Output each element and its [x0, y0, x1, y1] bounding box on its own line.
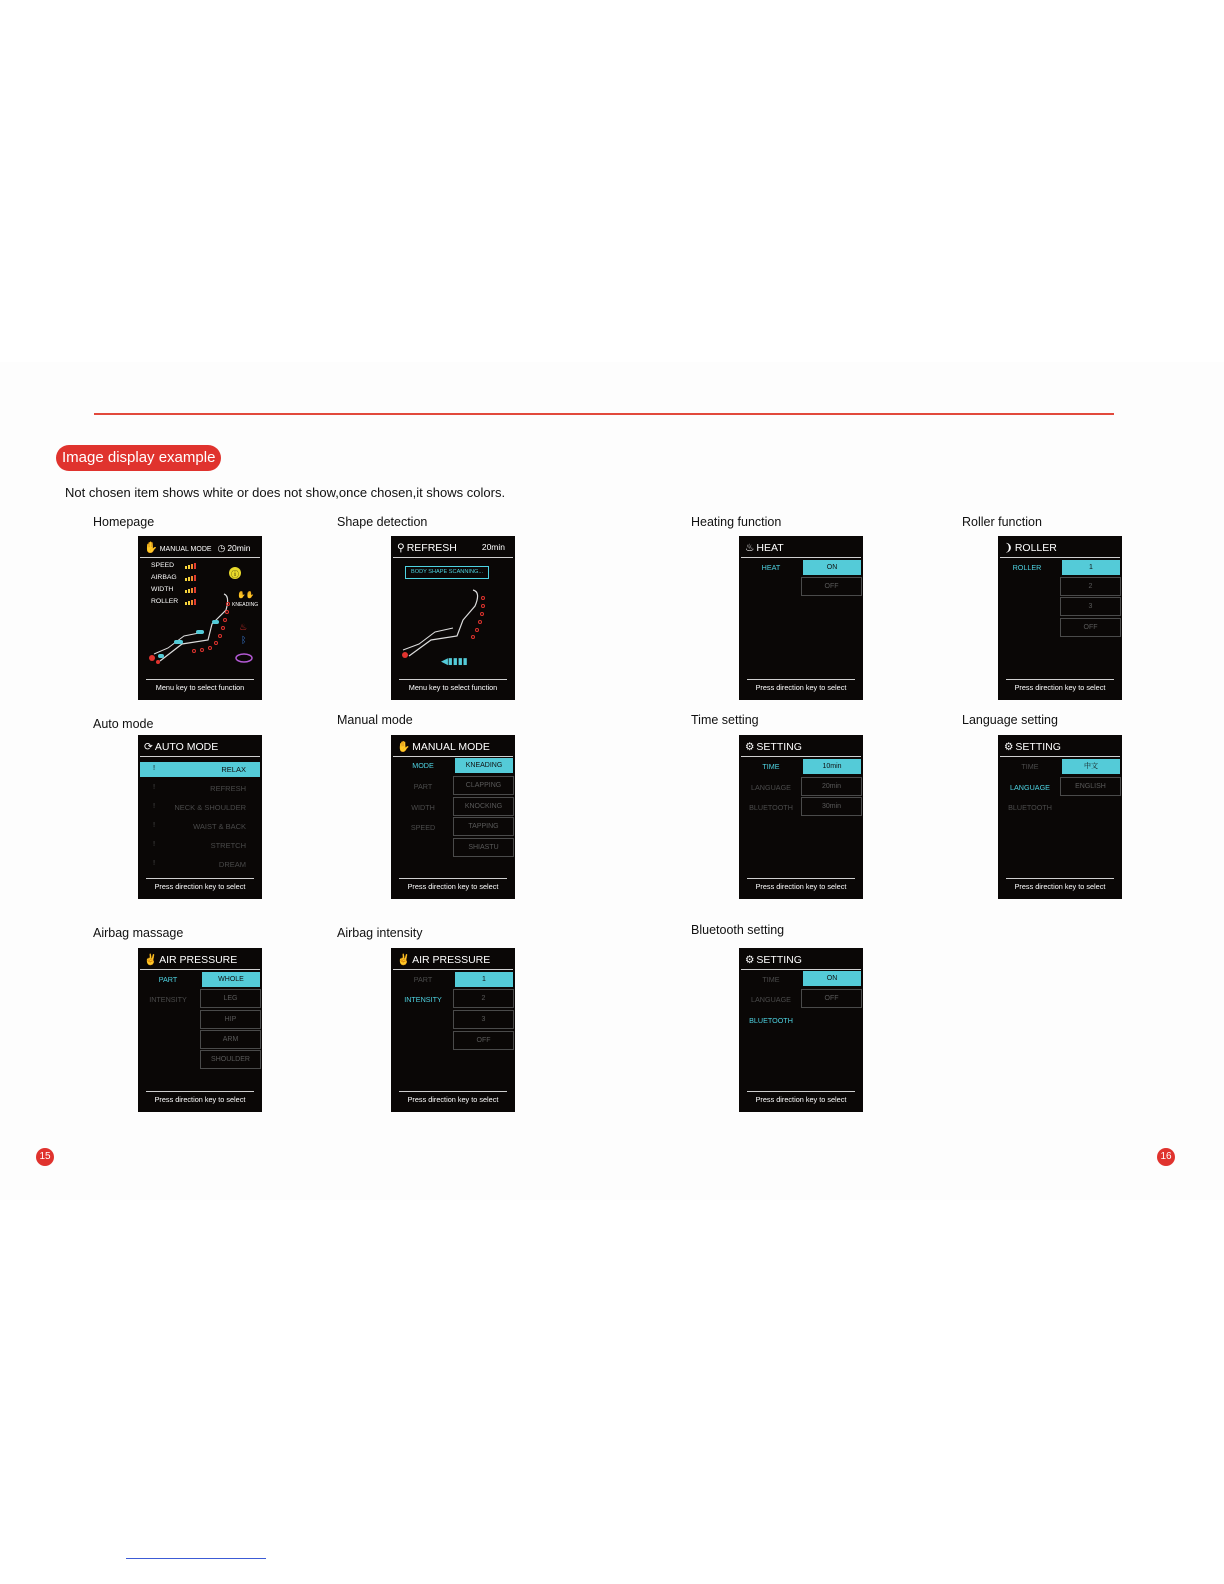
screen-footer: Press direction key to select: [407, 882, 499, 891]
caption-time-setting: Time setting: [691, 713, 759, 727]
caption-homepage: Homepage: [93, 515, 155, 529]
option-30min[interactable]: 30min: [801, 797, 862, 816]
kneading-label: KNEADING: [232, 602, 259, 608]
option-tapping[interactable]: TAPPING: [453, 817, 514, 836]
caption-shape-detection: Shape detection: [337, 515, 428, 529]
option-off[interactable]: OFF: [801, 577, 862, 596]
body-outline: [160, 594, 228, 661]
label-width[interactable]: WIDTH: [411, 803, 435, 812]
divider: [1006, 878, 1114, 879]
auto-item-neck-shoulder[interactable]: ǃ NECK & SHOULDER: [153, 801, 246, 812]
person-icon: ǃ: [153, 782, 156, 791]
heat-icon: ♨: [745, 542, 755, 554]
air-pressure-icon: ✌: [144, 954, 158, 966]
label-intensity[interactable]: INTENSITY: [149, 995, 187, 1004]
option-20min[interactable]: 20min: [801, 777, 862, 796]
screen-title: ❩ ROLLER: [1004, 542, 1057, 554]
divider: [741, 557, 861, 558]
clock-icon: ◷: [217, 543, 226, 553]
bluetooth-icon: ᛒ: [241, 636, 247, 646]
caption-language-setting: Language setting: [962, 713, 1058, 727]
divider: [1000, 756, 1120, 757]
stat-width: WIDTH: [151, 586, 174, 593]
label-language[interactable]: LANGUAGE: [1010, 783, 1050, 792]
caption-manual-mode: Manual mode: [337, 713, 413, 727]
intro-text: Not chosen item shows white or does not show,once chosen,it shows colors.: [65, 485, 506, 500]
option-shiastu[interactable]: SHIASTU: [453, 838, 514, 857]
screen-language-setting: [998, 735, 1122, 899]
screen-airbag-intensity: [391, 948, 515, 1112]
option-label-roller[interactable]: ROLLER: [1012, 563, 1042, 572]
divider: [1000, 557, 1120, 558]
person-icon: ǃ: [153, 801, 156, 810]
divider: [399, 878, 507, 879]
screen-footer: Press direction key to select: [755, 1095, 847, 1104]
screen-footer: Press direction key to select: [407, 1095, 499, 1104]
screen-footer: Press direction key to select: [1014, 882, 1106, 891]
option-3[interactable]: 3: [1060, 597, 1121, 616]
screen-title: ⚲ REFRESH: [397, 542, 457, 554]
caption-airbag-massage: Airbag massage: [93, 926, 184, 940]
option-2[interactable]: 2: [453, 989, 514, 1008]
screen-footer: Press direction key to select: [1014, 683, 1106, 692]
option-shoulder[interactable]: SHOULDER: [200, 1050, 261, 1069]
auto-item-refresh[interactable]: ǃ REFRESH: [153, 782, 246, 793]
section-badge: Image display example: [56, 445, 221, 471]
label-part[interactable]: PART: [413, 975, 433, 984]
divider: [747, 878, 855, 879]
label-bluetooth[interactable]: BLUETOOTH: [1008, 803, 1052, 812]
screen-title: ⟳ AUTO MODE: [144, 741, 219, 753]
divider: [393, 969, 513, 970]
caption-bluetooth-setting: Bluetooth setting: [691, 923, 785, 937]
divider: [146, 1091, 254, 1092]
divider: [747, 1091, 855, 1092]
heat-icon: ♨: [239, 623, 248, 633]
svg-text:ⓘ: ⓘ: [231, 570, 239, 579]
caption-airbag-intensity: Airbag intensity: [337, 926, 423, 940]
scan-graphic: [391, 536, 515, 678]
header-rule: [94, 413, 1114, 415]
scan-progress-icon: ◀▮▮▮▮: [441, 657, 468, 667]
screen-title: ⚙ SETTING: [1004, 741, 1061, 753]
option-off[interactable]: OFF: [1060, 618, 1121, 637]
auto-item-waist-back[interactable]: ǃ WAIST & BACK: [153, 820, 246, 831]
stat-speed: SPEED: [151, 562, 175, 569]
option-leg[interactable]: LEG: [200, 989, 261, 1008]
screen-bluetooth-setting: [739, 948, 863, 1112]
label-intensity[interactable]: INTENSITY: [404, 995, 442, 1004]
option-on[interactable]: ON: [803, 560, 861, 575]
recline-icon: ǃ: [153, 839, 156, 848]
divider: [140, 756, 260, 757]
option-arm[interactable]: ARM: [200, 1030, 261, 1049]
gear-icon: ⚙: [745, 741, 755, 753]
option-whole[interactable]: WHOLE: [202, 972, 260, 987]
option-1[interactable]: 1: [1062, 560, 1120, 575]
stat-roller: ROLLER: [151, 598, 179, 605]
timer: 20min: [481, 542, 505, 552]
option-on[interactable]: ON: [803, 971, 861, 986]
screen-title: ✋ MANUAL MODE ◷ 20min: [144, 542, 251, 554]
option-1[interactable]: 1: [455, 972, 513, 987]
divider: [146, 679, 254, 680]
gear-icon: ⚙: [745, 954, 755, 966]
screen-time-setting: [739, 735, 863, 899]
option-english[interactable]: ENGLISH: [1060, 777, 1121, 796]
massage-hand-icon: ✋: [144, 542, 158, 554]
screen-auto-mode: [138, 735, 262, 899]
label-bluetooth[interactable]: BLUETOOTH: [749, 803, 793, 812]
option-10min[interactable]: 10min: [803, 759, 861, 774]
screen-shape-detection: [391, 536, 515, 700]
label-part[interactable]: PART: [413, 782, 433, 791]
divider: [741, 756, 861, 757]
gear-icon: ⚙: [1004, 741, 1014, 753]
option-chinese[interactable]: 中文: [1062, 759, 1120, 774]
massage-hand-icon: ✋: [397, 741, 411, 753]
auto-item-stretch[interactable]: ǃ STRETCH: [153, 839, 246, 850]
screen-airbag-massage: [138, 948, 262, 1112]
label-language[interactable]: LANGUAGE: [751, 783, 791, 792]
divider: [741, 969, 861, 970]
body-outline: [409, 590, 478, 656]
roller-icon: ❩: [1004, 542, 1013, 554]
screen-footer: Press direction key to select: [755, 882, 847, 891]
person-icon: ⚲: [397, 542, 405, 554]
option-hip[interactable]: HIP: [200, 1010, 261, 1029]
screen-homepage: [138, 536, 262, 700]
label-bluetooth[interactable]: BLUETOOTH: [749, 1016, 793, 1025]
homepage-graphic: [138, 536, 262, 678]
screen-roller: [998, 536, 1122, 700]
screen-footer: Menu key to select function: [408, 683, 498, 692]
stat-airbag: AIRBAG: [151, 574, 177, 581]
option-off[interactable]: OFF: [801, 989, 862, 1008]
divider: [146, 878, 254, 879]
label-time[interactable]: TIME: [762, 762, 780, 771]
label-time[interactable]: TIME: [1021, 762, 1039, 771]
screen-footer: Press direction key to select: [154, 1095, 246, 1104]
cycle-icon: ⟳: [144, 741, 153, 753]
divider: [140, 969, 260, 970]
svg-text:✋✋: ✋✋: [237, 591, 255, 599]
option-label-heat[interactable]: HEAT: [761, 563, 781, 572]
page-number-left: 15: [36, 1148, 54, 1166]
screen-footer: Press direction key to select: [154, 882, 246, 891]
divider: [399, 1091, 507, 1092]
footer-link-line: [126, 1558, 266, 1559]
air-pressure-icon: ✌: [397, 954, 411, 966]
screen-title: ✌ AIR PRESSURE: [144, 954, 238, 966]
screen-footer: Menu key to select function: [155, 683, 245, 692]
option-clapping[interactable]: CLAPPING: [453, 776, 514, 795]
caption-heating: Heating function: [691, 515, 782, 529]
divider: [1006, 679, 1114, 680]
option-2[interactable]: 2: [1060, 577, 1121, 596]
person-icon: ǃ: [153, 820, 156, 829]
option-off[interactable]: OFF: [453, 1031, 514, 1050]
caption-roller: Roller function: [962, 515, 1042, 529]
zero-gravity-icon: [236, 654, 252, 662]
label-part[interactable]: PART: [158, 975, 178, 984]
option-3[interactable]: 3: [453, 1010, 514, 1029]
screen-heating: [739, 536, 863, 700]
label-mode[interactable]: MODE: [412, 761, 434, 770]
label-language[interactable]: LANGUAGE: [751, 995, 791, 1004]
label-time[interactable]: TIME: [762, 975, 780, 984]
screen-title: ♨ HEAT: [745, 542, 784, 554]
screen-title: ⚙ SETTING: [745, 741, 802, 753]
option-kneading[interactable]: KNEADING: [455, 758, 513, 773]
option-knocking[interactable]: KNOCKING: [453, 797, 514, 816]
divider: [399, 679, 507, 680]
label-speed[interactable]: SPEED: [410, 823, 436, 832]
screen-title: ⚙ SETTING: [745, 954, 802, 966]
sleep-icon: ǃ: [153, 858, 156, 867]
auto-item-dream[interactable]: ǃ DREAM: [153, 858, 246, 869]
person-icon: ǃ: [153, 763, 156, 772]
screen-footer: Press direction key to select: [755, 683, 847, 692]
caption-auto-mode: Auto mode: [93, 717, 154, 731]
scanning-banner: BODY SHAPE SCANNING...: [405, 566, 489, 579]
screen-title: ✋ MANUAL MODE: [397, 741, 490, 753]
screen-title: ✌ AIR PRESSURE: [397, 954, 491, 966]
screen-manual-mode: [391, 735, 515, 899]
level-bars-icon: [185, 563, 196, 605]
divider: [747, 679, 855, 680]
page-number-right: 16: [1157, 1148, 1175, 1166]
divider: [393, 756, 513, 757]
auto-item-relax[interactable]: ǃ RELAX: [140, 762, 260, 777]
